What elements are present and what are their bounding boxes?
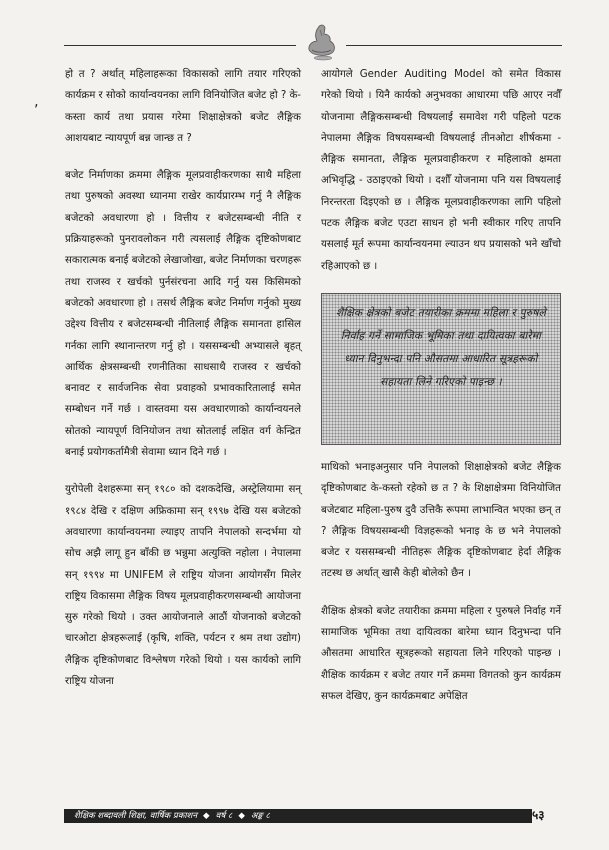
footer-volume: वर्ष ८ (215, 811, 233, 821)
paragraph: युरोपेली देशहरूमा सन् १९८० को दशकदेखि, अस्ट्रेलियामा सन् १९८४ देखि र दक्षिण अफ्रिकामा सन् १९९७ देखि यस बजेटको अवधारणा कार्यान्वयनमा ल्याइए तापनि नेपालको सन्दर्भमा यो सोच अझै लागू हुन बाँकी छ भन्नुमा अत्युक्ति नहोला । नेपालमा सन् १९९४ मा UNIFEM ले राष्ट्रिय योजना आयोगसँग मिलेर राष्ट्रिय विकासमा लैङ्गिक विषय मूलप्रवाहीकरणसम्बन्धी आयोजना सुरु गरेको थियो । उक्त आयोजनाले आठौं योजनाको बजेटको चारओटा क्षेत्रहरूलाई (कृषि, शक्ति, पर्यटन र श्रम तथा उद्योग) लैङ्गिक दृष्टिकोणबाट विश्लेषण गरेको थियो । यस कार्यको लागि राष्ट्रिय योजना (65, 484, 301, 688)
pull-quote-box (321, 293, 561, 445)
top-rule-right (346, 45, 562, 46)
footer-publication: शैक्षिक शब्दावली शिक्षा, वार्षिक प्रकाशन (74, 811, 198, 821)
hand-lamp-ornament-icon (300, 22, 346, 68)
paragraph: हो त ? अर्थात् महिलाहरूका विकासको लागि तयार गरिएको कार्यक्रम र सोको कार्यान्वयनका लागि विनियोजित बजेट हो ? के-कस्ता कार्य तथा प्रयास गरेमा शिक्षाक्षेत्रको बजेट लैङ्गिक आशयबाट न्यायपूर्ण बन्न जान्छ त ? (65, 69, 301, 144)
footer-separator: ◆ (203, 811, 210, 821)
paragraph: माथिको भनाइअनुसार पनि नेपालको शिक्षाक्षेत्रको बजेट लैङ्गिक दृष्टिकोणबाट के-कस्तो रहेको छ त ? के शिक्षाक्षेत्रमा विनियोजित बजेटबाट महिला-पुरुष दुवै उत्तिकै रूपमा लाभान्वित भएका छन् त ? लैङ्गिक विषयसम्बन्धी विज्ञहरूको भनाइ के छ भने नेपालको बजेट र यससम्बन्धी नीतिहरू लैङ्गिक दृष्टिकोणबाट हेर्दा लैङ्गिक तटस्थ छ अर्थात् खासै केही बोलेको छैन । (321, 461, 561, 580)
margin-mark: ‚ (34, 94, 39, 110)
footer-bar (64, 809, 532, 823)
paragraph: बजेट निर्माणका क्रममा लैङ्गिक मूलप्रवाहीकरणका साथै महिला तथा पुरुषको अवस्था ध्यानमा राखेर कार्यप्रारम्भ गर्नु नै लैङ्गिक बजेटको अवधारणा हो । वित्तीय र बजेटसम्बन्धी नीति र प्रक्रियाहरूको पुनरावलोकन गरी त्यसलाई लैङ्गिक दृष्टिकोणबाट सकारात्मक बनाई बजेटको लेखाजोखा, बजेट निर्माणका चरणहरू तथा राजस्व र खर्चको पुर्नसंरचना आदि गर्नु यस किसिमको बजेटको अवधारणा हो । तसर्थ लैङ्गिक बजेट निर्माण गर्नुको मुख्य उद्देश्य वित्तीय र बजेटसम्बन्धी नीतिलाई लैङ्गिक समानता हासिल गर्नका लागि स्थानान्तरण गर्नु हो । यससम्बन्धी अभ्यासले बृहत् आर्थिक क्षेत्रसम्बन्धी रणनीतिका साधसाथै राजस्व र खर्चको बनावट र सार्वजनिक सेवा प्रवाहको प्रभावकारितालाई समेत सम्बोधन गर्ने गर्छ । वास्तवमा यस अवधारणाको कार्यान्वयनले स्रोतको न्यायपूर्ण विनियोजन तथा स्रोतलाई लक्षित वर्ग केन्द्रित बनाई प्रयोगकर्तामैत्री सेवामा ध्यान दिने गर्छ । (65, 170, 301, 459)
footer-separator: ◆ (238, 811, 245, 821)
footer-issue: अङ्क ८ (250, 811, 270, 821)
right-column (321, 64, 561, 723)
left-column (65, 64, 301, 708)
pull-quote-text: शैक्षिक क्षेत्रको बजेट तयारीका क्रममा महिला र पुरुषले निर्वाह गर्ने सामाजिक भूमिका तथा दायित्वका बारेमा ध्यान दिनुभन्दा पनि औसतमा आधारित सूत्रहरूको सहायता लिने गरिएको पाइन्छ । (335, 306, 547, 388)
top-rule-left (64, 45, 296, 46)
paragraph: शैक्षिक क्षेत्रको बजेट तयारीका क्रममा महिला र पुरुषले निर्वाह गर्ने सामाजिक भूमिका तथा दायित्वका बारेमा ध्यान दिनुभन्दा पनि औसतमा आधारित सूत्रहरूको सहायता लिने गरिएको पाइन्छ । शैक्षिक कार्यक्रम र बजेट तयार गर्ने क्रममा विगतको कुन कार्यक्रम सफल देखिए, कुन कार्यक्रमबाट अपेक्षित (321, 605, 561, 702)
page-number: ५३ (532, 808, 545, 822)
paragraph: आयोगले Gender Auditing Model को समेत विकास गरेको थियो । यिनै कार्यको अनुभवका आधारमा पछि आएर नवौँ योजनामा लैङ्गिकसम्बन्धी विषयलाई समावेश गरी पहिलो पटक नेपालमा लैङ्गिक विषयसम्बन्धी विषयलाई तीनओटा शीर्षकमा - लैङ्गिक समानता, लैङ्गिक मूलप्रवाहीकरण र महिलाको क्षमता अभिवृद्धि - उठाइएको थियो । दशौँ योजनामा पनि यस विषयलाई निरन्तरता दिइएको छ । लैङ्गिक मूलप्रवाहीकरणका लागि पहिलो पटक लैङ्गिक बजेट एउटा साधन हो भनी स्वीकार गरिए तापनि यसलाई मूर्त रूपमा कार्यान्वयनमा ल्याउन थप प्रयासको भने खाँचो रहिआएको छ । (321, 69, 561, 272)
